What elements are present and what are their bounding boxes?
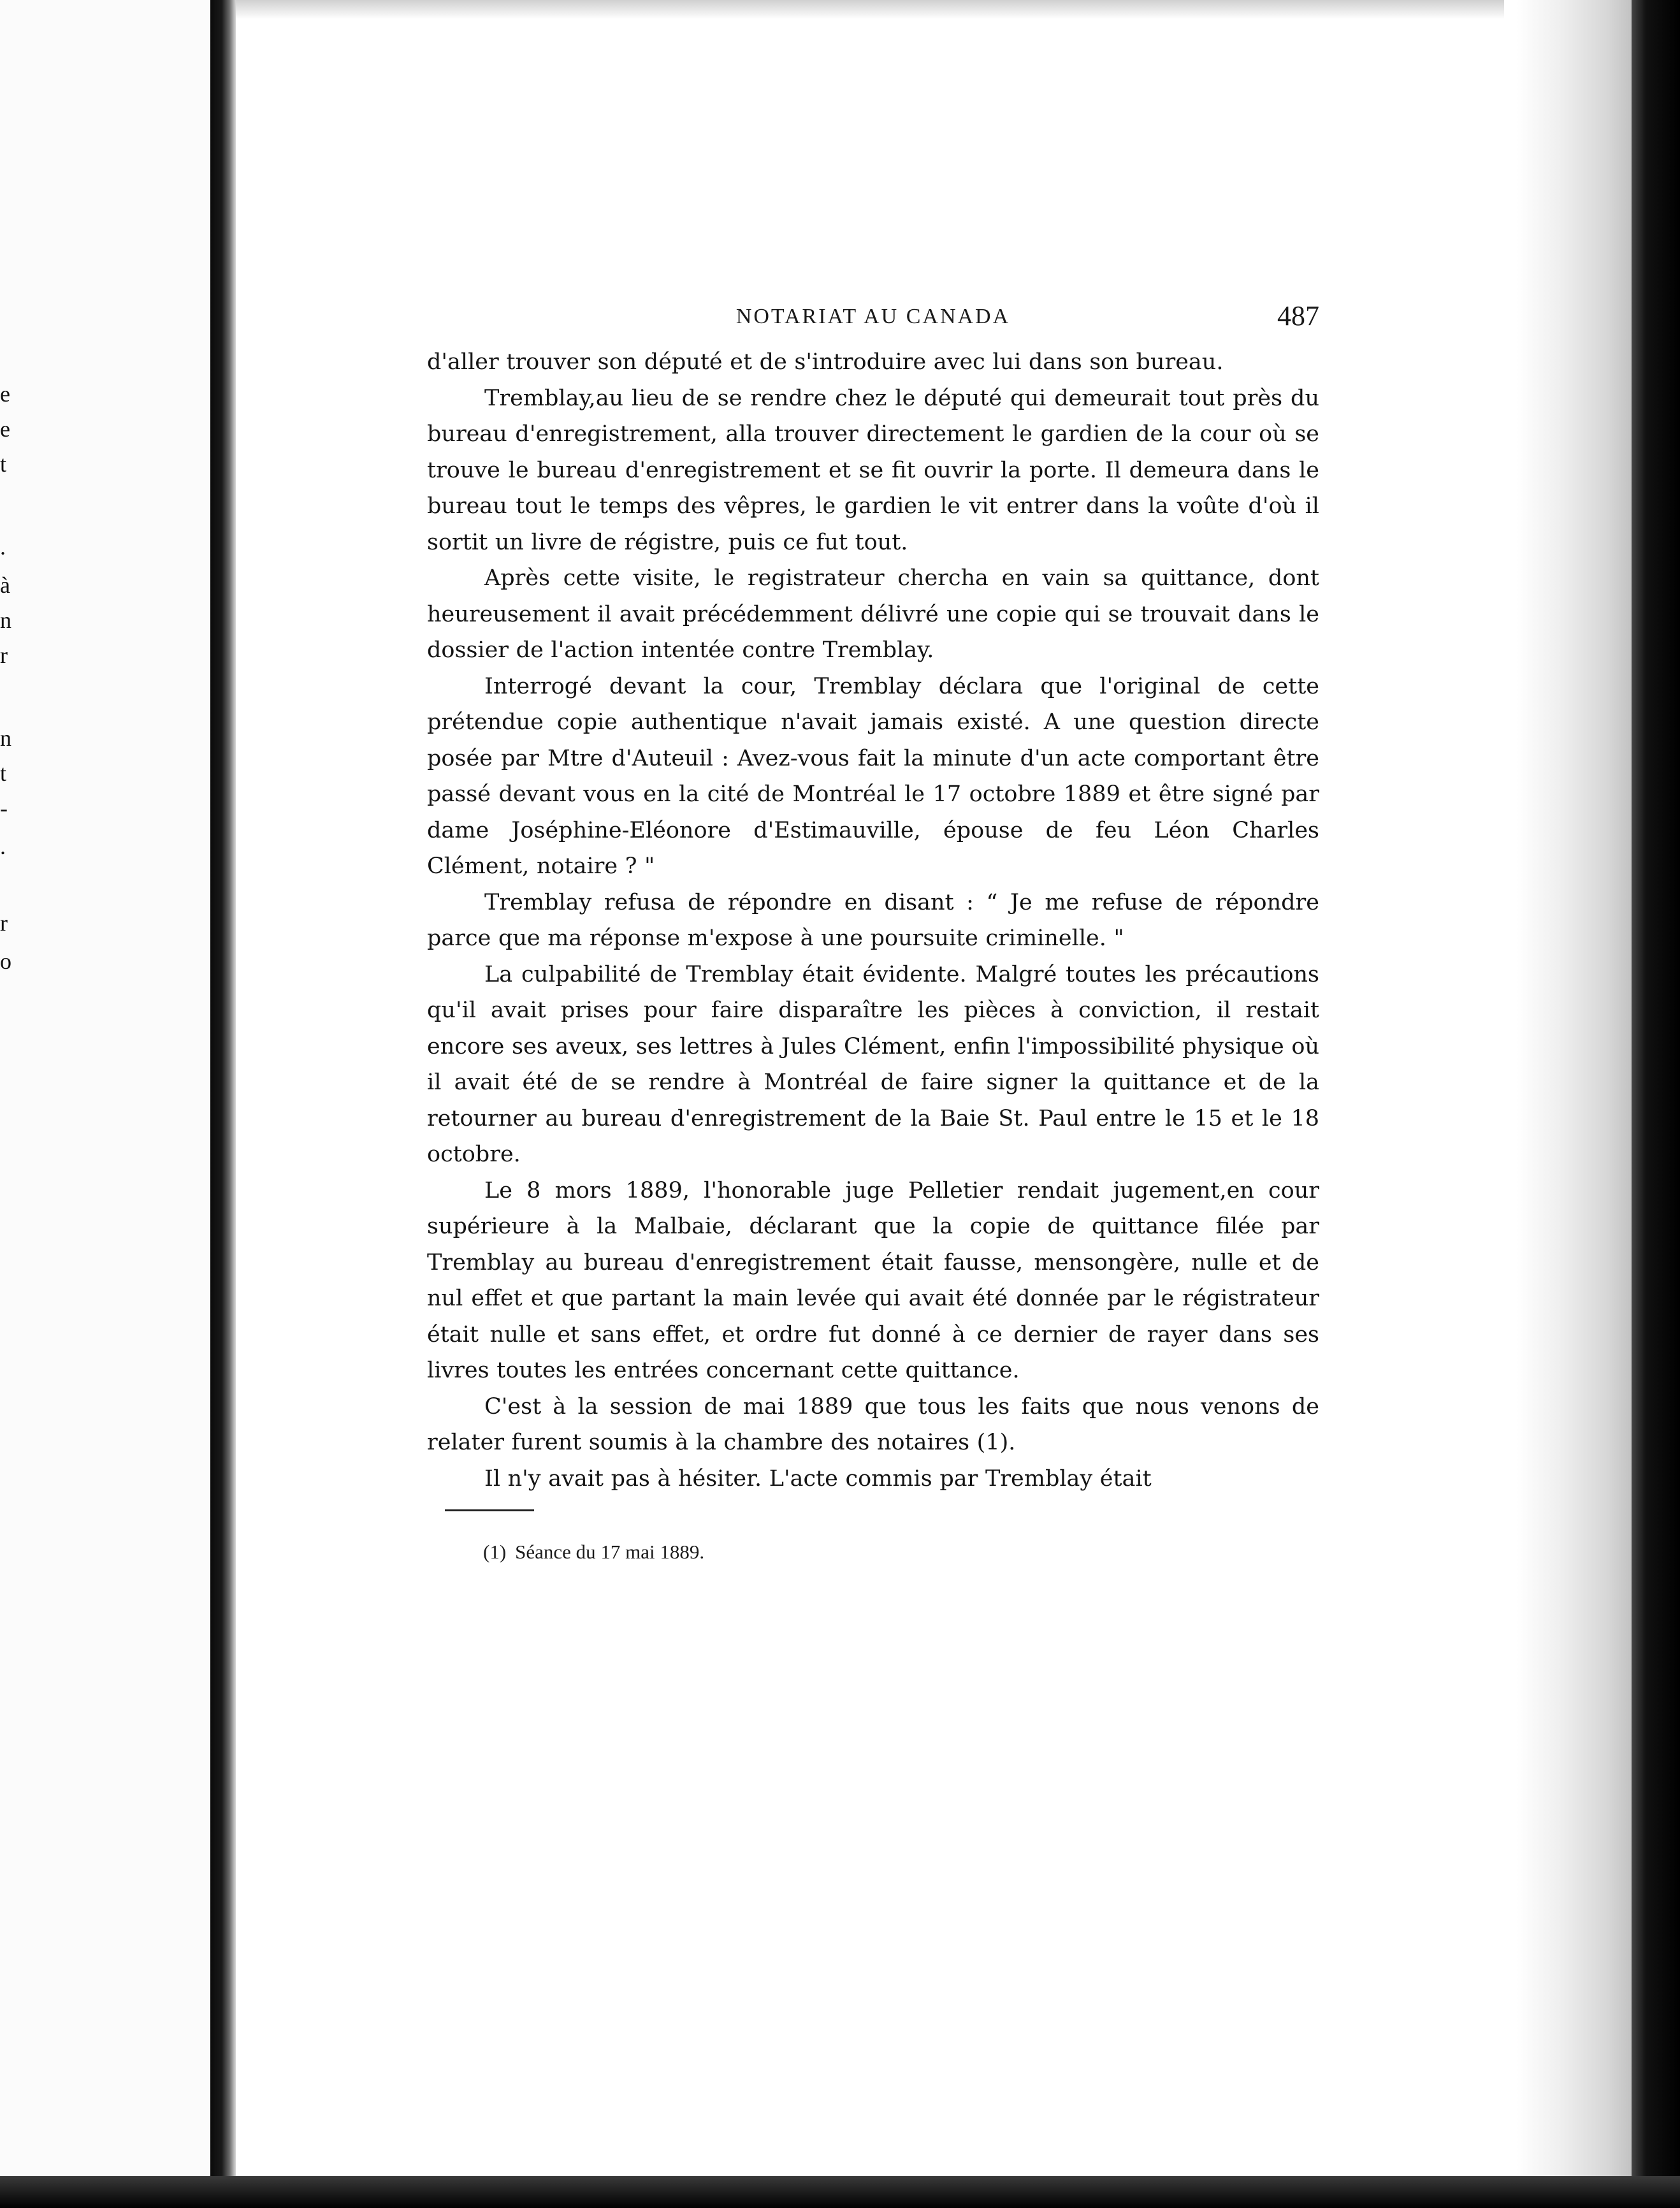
previous-page-letter: . <box>0 534 6 560</box>
previous-page-letter: à <box>0 572 10 598</box>
scan-border-bottom <box>0 2176 1680 2208</box>
previous-page-letter: n <box>0 725 11 751</box>
previous-page-letter: . <box>0 834 6 859</box>
previous-page-letter: - <box>0 795 8 821</box>
book-page <box>427 300 1319 1564</box>
page-number: 487 <box>1277 300 1319 331</box>
footnote <box>483 1541 1319 1564</box>
previous-page-letter: n <box>0 607 11 633</box>
paragraph: La culpabilité de Tremblay était évidente. Malgré toutes les précautions qu'il avait prises pour faire disparaître les pièces à conviction, il restait encore ses aveux, ses lettres à Jules Clément, enfin l'impossibilité physique où il avait été de se rendre à Montréal de faire signer la quittance et de la retourner au bureau d'enregistrement de la Baie St. Paul entre le 15 et le 18 octobre. <box>427 961 1319 1167</box>
footnote-rule <box>445 1509 534 1511</box>
body-text <box>427 344 1319 1497</box>
previous-page-letter: e <box>0 416 10 442</box>
previous-page-letter: t <box>0 760 7 786</box>
paragraph: Tremblay refusa de répondre en disant : “ Je me refuse de répondre parce que ma réponse m'expose à une poursuite criminelle. " <box>427 889 1319 951</box>
footnote-marker: (1) <box>483 1541 507 1563</box>
previous-page-letter: r <box>0 643 8 668</box>
paragraph: Il n'y avait pas à hésiter. L'acte commis par Tremblay était <box>484 1465 1152 1492</box>
page-edge-shadow <box>1517 0 1632 2208</box>
paragraph: Le 8 mors 1889, l'honorable juge Pelletier rendait jugement,en cour supérieure à la Malbaie, déclarant que la copie de quittance filée par Tremblay au bureau d'enregistrement était fausse, mensongère, nulle et de nul effet et que partant la main levée qui avait été donnée par le régistrateur était nulle et sans effet, et ordre fut donné à ce dernier de rayer dans ses livres toutes les entrées concernant cette quittance. <box>427 1177 1319 1383</box>
paragraph: Après cette visite, le registrateur chercha en vain sa quittance, dont heureusement il avait précédemment délivré une copie qui se trouvait dans le dossier de l'action intentée contre Tremblay. <box>427 565 1319 663</box>
paragraph: C'est à la session de mai 1889 que tous les faits que nous venons de relater furent soumis à la chambre des notaires (1). <box>427 1393 1319 1455</box>
running-head-title: NOTARIAT AU CANADA <box>735 305 1011 328</box>
previous-page-edge <box>0 0 210 2208</box>
paragraph: Tremblay,au lieu de se rendre chez le député qui demeurait tout près du bureau d'enregistrement, alla trouver directement le gardien de la cour où se trouve le bureau d'enregistrement et se fit ouvrir la porte. Il demeura dans le bureau tout le temps des vêpres, le gardien le vit entrer dans la voûte d'où il sortit un livre de régistre, puis ce fut tout. <box>427 385 1319 555</box>
scan-border-right <box>1632 0 1680 2208</box>
paragraph: d'aller trouver son député et de s'introduire avec lui dans son bureau. <box>427 349 1224 375</box>
previous-page-letter: o <box>0 948 11 974</box>
running-head <box>427 300 1319 344</box>
previous-page-letter: e <box>0 381 10 407</box>
paragraph: Interrogé devant la cour, Tremblay déclara que l'original de cette prétendue copie authentique n'avait jamais existé. A une question directe posée par Mtre d'Auteuil : Avez-vous fait la minute d'un acte comportant être passé devant vous en la cité de Montréal le 17 octobre 1889 et être signé par dame Joséphine-Eléonore d'Estimauville, épouse de feu Léon Charles Clément, notaire ? " <box>427 673 1319 879</box>
page-top-shadow <box>236 0 1504 19</box>
book-gutter <box>210 0 236 2208</box>
previous-page-letter: r <box>0 910 8 936</box>
footnote-text: Séance du 17 mai 1889. <box>515 1541 705 1563</box>
previous-page-letter: t <box>0 451 7 477</box>
